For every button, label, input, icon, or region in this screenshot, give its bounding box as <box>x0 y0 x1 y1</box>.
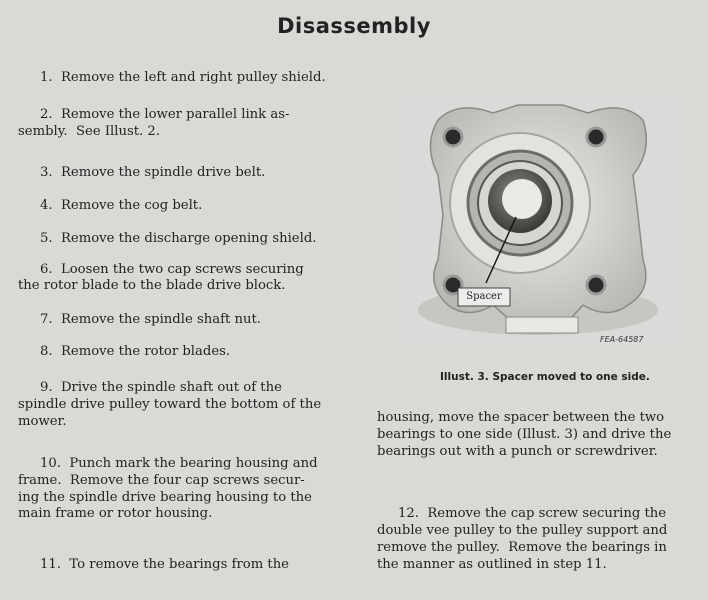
step-line: 8. Remove the rotor blades. <box>40 344 231 359</box>
step-9-cont-1 <box>18 396 321 413</box>
step-line: 4. Remove the cog belt. <box>40 198 203 213</box>
figure-caption: Illust. 3. Spacer moved to one side. <box>440 371 650 383</box>
step-10-cont-2 <box>18 489 312 506</box>
step-6-cont <box>18 277 286 294</box>
step-line: 6. Loosen the two cap screws securing <box>40 262 304 277</box>
step-line: main frame or rotor housing. <box>18 506 213 521</box>
step-line: remove the pulley. Remove the bearings in <box>377 540 667 555</box>
step-line: 10. Punch mark the bearing housing and <box>40 456 318 471</box>
step-2-cont <box>18 123 160 140</box>
mounting-hole <box>444 128 462 146</box>
step-10-cont-3 <box>18 505 212 522</box>
step-12-cont-3 <box>377 556 607 573</box>
step-line: spindle drive pulley toward the bottom of the <box>18 397 322 412</box>
step-12-cont-2 <box>377 539 667 556</box>
step-12-cont-1 <box>377 522 667 539</box>
step-4 <box>40 197 202 214</box>
step-line: 9. Drive the spindle shaft out of the <box>40 380 282 395</box>
step-line: housing, move the spacer between the two <box>377 410 665 425</box>
step-5 <box>40 230 316 247</box>
step-10-cont-1 <box>18 472 305 489</box>
step-line: the manner as outlined in step 11. <box>377 557 607 572</box>
step-line: 11. To remove the bearings from the <box>40 557 289 572</box>
step-8 <box>40 343 230 360</box>
step-line: 1. Remove the left and right pulley shield. <box>40 70 326 85</box>
step-line: double vee pulley to the pulley support and <box>377 523 668 538</box>
step-line: bearings out with a punch or screwdriver. <box>377 444 658 459</box>
step-2 <box>40 106 289 123</box>
step-12 <box>398 505 666 522</box>
step-line: frame. Remove the four cap screws secur- <box>18 473 305 488</box>
figure-code: FEA-64587 <box>600 335 644 344</box>
right-cont-1 <box>377 409 664 426</box>
step-line: sembly. See Illust. 2. <box>18 124 161 139</box>
callout-label: Spacer <box>466 291 502 302</box>
step-9-cont-2 <box>18 413 67 430</box>
step-line: 12. Remove the cap screw securing the <box>398 506 667 521</box>
right-cont-3 <box>377 443 658 460</box>
step-6 <box>40 261 304 278</box>
step-9 <box>40 379 282 396</box>
step-line: ing the spindle drive bearing housing to the <box>18 490 312 505</box>
right-cont-2 <box>377 426 671 443</box>
notch <box>506 317 578 333</box>
step-11 <box>40 556 289 573</box>
step-line: 5. Remove the discharge opening shield. <box>40 231 317 246</box>
step-1 <box>40 69 326 86</box>
step-line: bearings to one side (Illust. 3) and drive the <box>377 427 672 442</box>
step-10 <box>40 455 318 472</box>
page-title: Disassembly <box>277 14 431 38</box>
step-line: mower. <box>18 414 67 429</box>
step-7 <box>40 311 261 328</box>
step-3 <box>40 164 265 181</box>
mounting-hole <box>587 128 605 146</box>
illustration-3 <box>398 95 683 350</box>
step-line: 7. Remove the spindle shaft nut. <box>40 312 261 327</box>
step-line: the rotor blade to the blade drive block. <box>18 278 286 293</box>
step-line: 2. Remove the lower parallel link as- <box>40 107 290 122</box>
step-line: 3. Remove the spindle drive belt. <box>40 165 266 180</box>
spacer <box>502 179 542 219</box>
bearing-housing-photo <box>398 95 683 350</box>
mounting-hole <box>587 276 605 294</box>
